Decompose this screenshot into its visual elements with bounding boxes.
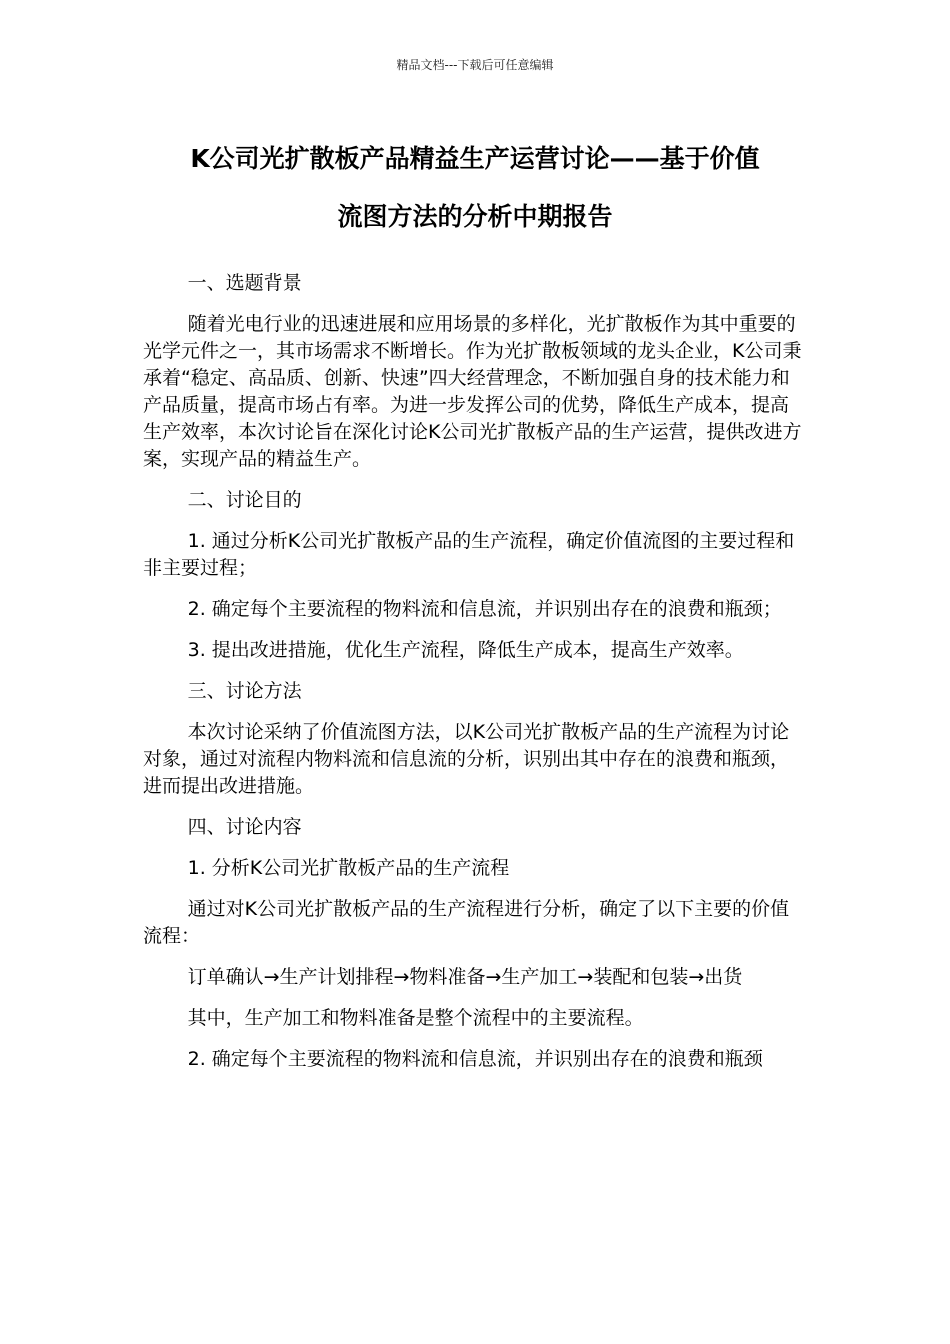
section-heading-method: 三、讨论方法 [187,680,302,702]
content-item-1: 1. 分析K公司光扩散板产品的生产流程 [187,857,510,879]
section-heading-content: 四、讨论内容 [187,816,302,838]
content-paragraph-1: 通过对K公司光扩散板产品的生产流程进行分析，确定了以下主要的价值流程： [143,898,790,947]
document-title [140,130,810,246]
purpose-item-1: 1. 通过分析K公司光扩散板产品的生产流程，确定价值流图的主要过程和非主要过程； [143,530,795,579]
page-header: 精品文档---下载后可任意编辑 [396,58,554,72]
purpose-item-2: 2. 确定每个主要流程的物料流和信息流，并识别出存在的浪费和瓶颈； [187,598,782,620]
title-line-1: K公司光扩散板产品精益生产运营讨论——基于价值 [190,144,760,173]
value-stream-flow: 订单确认→生产计划排程→物料准备→生产加工→装配和包装→出货 [187,966,743,988]
content-item-2: 2. 确定每个主要流程的物料流和信息流，并识别出存在的浪费和瓶颈 [187,1048,763,1070]
document-body [143,270,807,1087]
content-paragraph-2: 其中，生产加工和物料准备是整个流程中的主要流程。 [187,1007,644,1029]
purpose-item-3: 3. 提出改进措施，优化生产流程，降低生产成本，提高生产效率。 [187,639,744,661]
section-heading-background: 一、选题背景 [187,272,302,294]
title-line-2: 流图方法的分析中期报告 [337,202,613,231]
method-paragraph: 本次讨论采纳了价值流图方法，以K公司光扩散板产品的生产流程为讨论对象，通过对流程内物料流和信息流的分析，识别出其中存在的浪费和瓶颈，进而提出改进措施。 [143,721,790,797]
background-paragraph: 随着光电行业的迅速进展和应用场景的多样化，光扩散板作为其中重要的光学元件之一，其市场需求不断增长。作为光扩散板领域的龙头企业，K公司秉承着“稳定、高品质、创新、快速”四大经营理念，不断加强自身的技术能力和产品质量，提高市场占有率。为进一步发挥公司的优势，降低生产成本，提高生产效率，本次讨论旨在深化讨论K公司光扩散板产品的生产运营，提供改进方案，实现产品的精益生产。 [143,313,802,470]
section-heading-purpose: 二、讨论目的 [187,489,302,511]
